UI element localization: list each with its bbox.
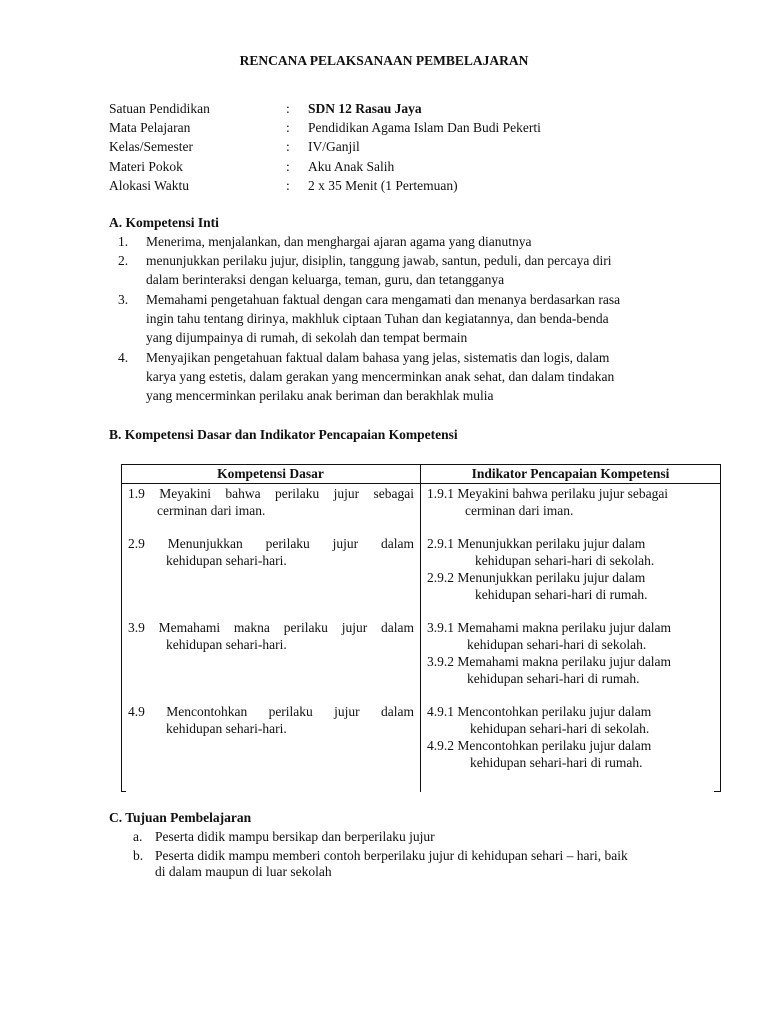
kd-line: kehidupan sehari-hari. <box>166 553 287 568</box>
table-right-border <box>720 464 721 792</box>
ipk-line: kehidupan sehari-hari di rumah. <box>467 671 640 686</box>
ipk-line: kehidupan sehari-hari di rumah. <box>470 755 643 770</box>
table-corner-mark <box>121 791 126 792</box>
list-item-line: Peserta didik mampu memberi contoh berperilaku jujur di kehidupan sehari – hari, baik <box>155 848 628 863</box>
identity-colon: : <box>286 178 290 193</box>
list-item-line: yang dijumpainya di rumah, di sekolah dan tempat bermain <box>146 330 468 345</box>
list-item-line: menunjukkan perilaku jujur, disiplin, tanggung jawab, santun, peduli, dan percaya diri <box>146 253 612 268</box>
list-number: 2. <box>118 253 129 268</box>
list-letter: a. <box>133 829 143 844</box>
document-title: RENCANA PELAKSANAAN PEMBELAJARAN <box>239 53 529 68</box>
identity-colon: : <box>286 159 290 174</box>
kd-line: 3.9 Memahami makna perilaku jujur dalam <box>128 620 414 635</box>
identity-value: SDN 12 Rasau Jaya <box>308 101 422 116</box>
ipk-line: kehidupan sehari-hari di sekolah. <box>470 721 650 736</box>
ipk-line: kehidupan sehari-hari di rumah. <box>475 587 648 602</box>
identity-label: Kelas/Semester <box>109 139 193 154</box>
list-item-line: Menerima, menjalankan, dan menghargai ajaran agama yang dianutnya <box>146 234 532 249</box>
identity-colon: : <box>286 101 290 116</box>
ipk-line: cerminan dari iman. <box>465 503 574 518</box>
table-mid-border <box>420 464 421 792</box>
identity-value: Aku Anak Salih <box>308 159 395 174</box>
list-letter: b. <box>133 848 144 863</box>
list-number: 3. <box>118 292 129 307</box>
identity-value: Pendidikan Agama Islam Dan Budi Pekerti <box>308 120 541 135</box>
section-b-title: B. Kompetensi Dasar dan Indikator Pencapaian Kompetensi <box>109 427 458 442</box>
kd-line: cerminan dari iman. <box>157 503 266 518</box>
ipk-line: kehidupan sehari-hari di sekolah. <box>467 637 647 652</box>
ipk-line: 4.9.1 Mencontohkan perilaku jujur dalam <box>427 704 652 719</box>
kd-line: 2.9 Menunjukkan perilaku jujur dalam <box>128 536 414 551</box>
identity-colon: : <box>286 139 290 154</box>
header-kompetensi-dasar: Kompetensi Dasar <box>217 466 324 481</box>
identity-label: Alokasi Waktu <box>109 178 190 193</box>
kd-line: 1.9 Meyakini bahwa perilaku jujur sebagai <box>128 486 414 501</box>
list-item-line: dalam berinteraksi dengan keluarga, teman, guru, dan tetangganya <box>146 272 505 287</box>
ipk-line: kehidupan sehari-hari di sekolah. <box>475 553 655 568</box>
identity-value: 2 x 35 Menit (1 Pertemuan) <box>308 178 458 193</box>
list-item-line: ingin tahu tentang dirinya, makhluk ciptaan Tuhan dan kegiatannya, dan benda-benda <box>146 311 609 326</box>
ipk-line: 4.9.2 Mencontohkan perilaku jujur dalam <box>427 738 652 753</box>
list-item-line: yang mencerminkan perilaku anak beriman dan berakhlak mulia <box>146 388 494 403</box>
list-item-line: Menyajikan pengetahuan faktual dalam bahasa yang jelas, sistematis dan logis, dalam <box>146 350 610 365</box>
list-number: 4. <box>118 350 129 365</box>
ipk-line: 2.9.1 Menunjukkan perilaku jujur dalam <box>427 536 646 551</box>
list-number: 1. <box>118 234 129 249</box>
identity-label: Materi Pokok <box>109 159 183 174</box>
kd-line: kehidupan sehari-hari. <box>166 637 287 652</box>
identity-value: IV/Ganjil <box>308 139 360 154</box>
kd-line: 4.9 Mencontohkan perilaku jujur dalam <box>128 704 414 719</box>
ipk-line: 1.9.1 Meyakini bahwa perilaku jujur sebagai <box>427 486 669 501</box>
list-item-line: karya yang estetis, dalam gerakan yang mencerminkan anak sehat, dan dalam tindakan <box>146 369 615 384</box>
identity-label: Satuan Pendidikan <box>109 101 210 116</box>
list-item-line: Peserta didik mampu bersikap dan berperilaku jujur <box>155 829 435 844</box>
section-c-title: C. Tujuan Pembelajaran <box>109 810 252 825</box>
list-item-line: di dalam maupun di luar sekolah <box>155 864 332 879</box>
ipk-line: 3.9.1 Memahami makna perilaku jujur dalam <box>427 620 672 635</box>
table-corner-mark <box>714 791 720 792</box>
kd-line: kehidupan sehari-hari. <box>166 721 287 736</box>
list-item-line: Memahami pengetahuan faktual dengan cara mengamati dan menanya berdasarkan rasa <box>146 292 621 307</box>
table-left-border <box>121 464 122 792</box>
ipk-line: 2.9.2 Menunjukkan perilaku jujur dalam <box>427 570 646 585</box>
section-a-title: A. Kompetensi Inti <box>109 215 219 230</box>
identity-label: Mata Pelajaran <box>109 120 191 135</box>
ipk-line: 3.9.2 Memahami makna perilaku jujur dalam <box>427 654 672 669</box>
identity-colon: : <box>286 120 290 135</box>
header-indikator: Indikator Pencapaian Kompetensi <box>471 466 670 481</box>
